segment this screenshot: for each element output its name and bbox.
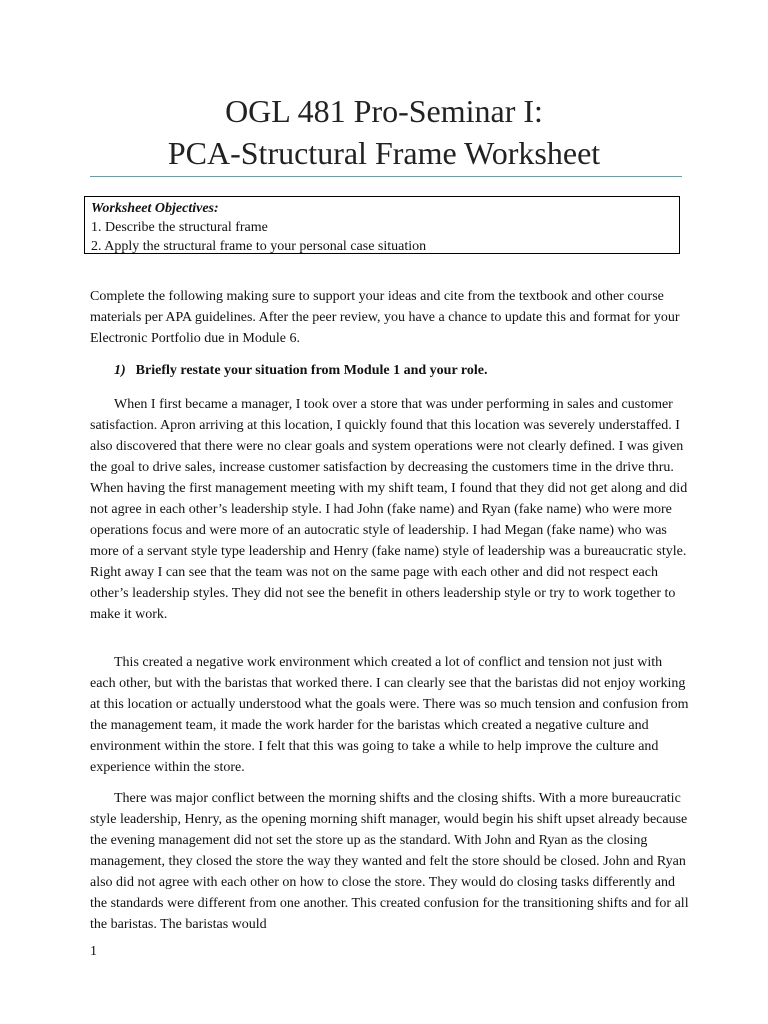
objective-item-2: 2. Apply the structural frame to your personal case situation (91, 239, 427, 254)
document-title-line-1: OGL 481 Pro-Seminar I: (225, 93, 543, 129)
answer-paragraph-3: There was major conflict between the morning shifts and the closing shifts. With a more bureaucratic style leadership, Henry, as the opening morning shift manager, would begin his shift upset already because the evening management did not set the store up as the standard. With John and Ryan as the closing management, they closed the store the way they wanted and felt the store should be closed. John and Ryan also did not agree with each other on how to close the store. They would do closing tasks differently and the standards were different from one another. This created confusion for the transitioning shifts and for all the baristas. The baristas would (90, 791, 689, 932)
document-title-line-2: PCA-Structural Frame Worksheet (167, 135, 601, 171)
question-text: Briefly restate your situation from Module 1 and your role. (135, 363, 488, 378)
question-1 (114, 360, 487, 381)
objectives-box (84, 196, 680, 254)
intro-paragraph: Complete the following making sure to support your ideas and cite from the textbook and other course materials per APA guidelines. After the peer review, you have a chance to update this and format for your Electronic Portfolio due in Module 6. (90, 289, 680, 346)
question-number: 1) (114, 363, 126, 378)
page-number: 1 (90, 944, 97, 959)
answer-paragraph-2: This created a negative work environment which created a lot of conflict and tension not just with each other, but with the baristas that worked there. I can clearly see that the baristas did not enjoy working at this location or actually understood what the goals were. There was so much tension and confusion from the management team, it made the work harder for the baristas which created a negative culture and environment within the store. I felt that this was going to take a while to help improve the culture and experience within the store. (90, 655, 689, 775)
objectives-heading: Worksheet Objectives: (91, 201, 219, 216)
answer-paragraph-1: When I first became a manager, I took over a store that was under performing in sales and customer satisfaction. Apron arriving at this location, I quickly found that this location was severely understaffed. I also discovered that there were no clear goals and system operations were not clearly defined. I was given the goal to drive sales, increase customer satisfaction by decreasing the customers time in the drive thru. When having the first management meeting with my shift team, I found that they did not get along and did not agree in each other’s leadership style. I had John (fake name) and Ryan (fake name) who were more operations focus and were more of an autocratic style of leadership. I had Megan (fake name) who was more of a servant style type leadership and Henry (fake name) style of leadership was a bureaucratic style. Right away I can see that the team was not on the same page with each other and did not respect each other’s leadership styles. They did not see the benefit in others leadership style or try to work together to make it work. (90, 397, 688, 622)
title-divider (90, 176, 682, 177)
objective-item-1: 1. Describe the structural frame (91, 220, 268, 235)
